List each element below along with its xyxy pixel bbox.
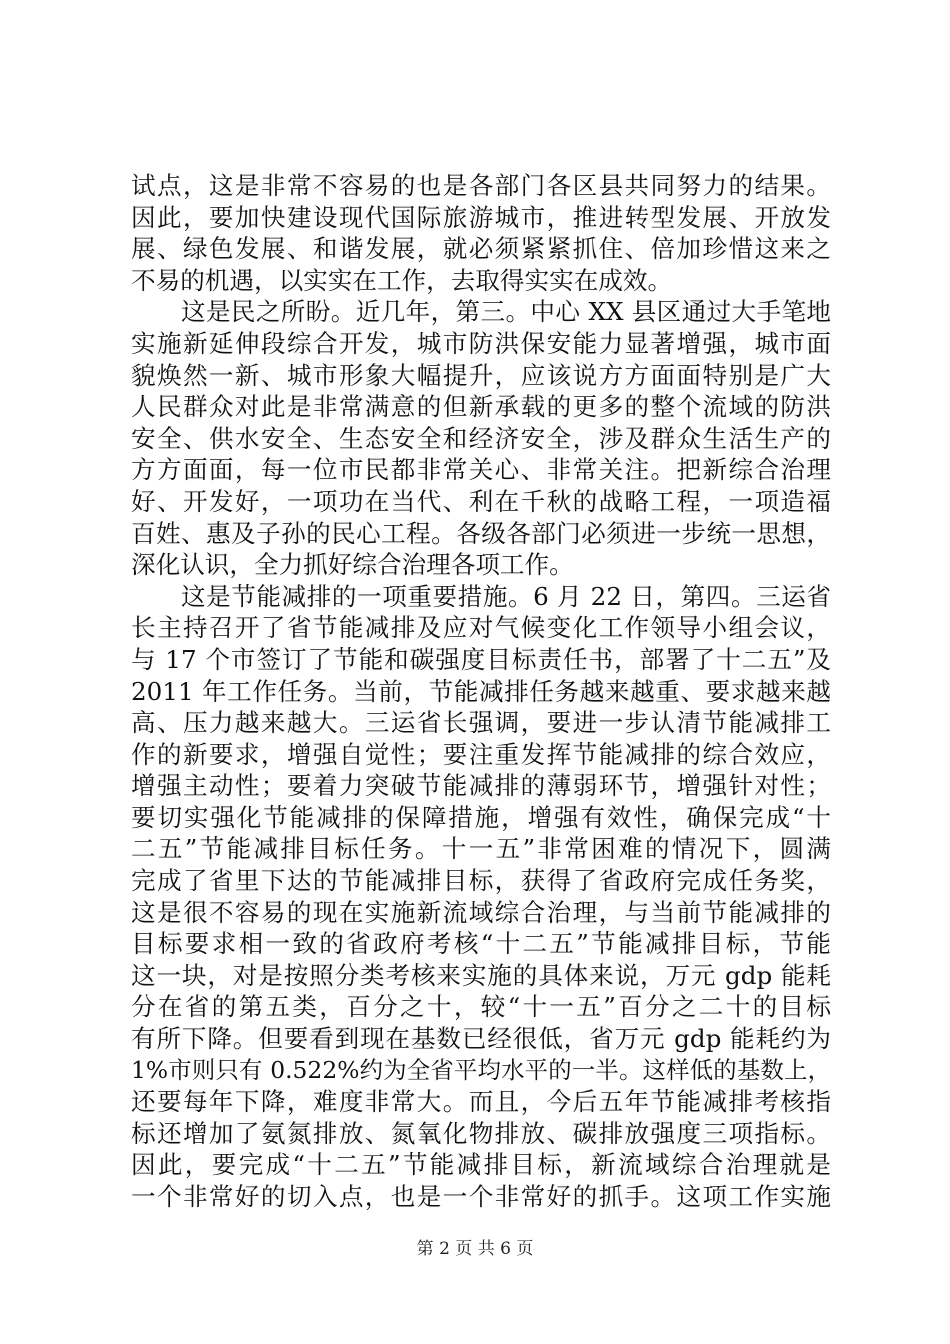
text-line: 因此，要加快建设现代国际旅游城市，推进转型发展、开放发 xyxy=(131,202,831,232)
text-line: 增强主动性；要着力突破节能减排的薄弱环节，增强针对性； xyxy=(131,771,831,801)
text-line: 与 17 个市签订了节能和碳强度目标责任书，部署了十二五”及 xyxy=(131,644,831,674)
text-line: 分在省的第五类，百分之十，较“十一五”百分之二十的目标 xyxy=(131,992,831,1022)
text-line: 高、压力越来越大。三运省长强调，要进一步认清节能减排工 xyxy=(131,708,831,738)
text-line: 长主持召开了省节能减排及应对气候变化工作领导小组会议， xyxy=(131,613,831,643)
text-line: 这是很不容易的现在实施新流域综合治理，与当前节能减排的 xyxy=(131,897,831,927)
text-line: 作的新要求，增强自觉性；要注重发挥节能减排的综合效应， xyxy=(131,739,831,769)
text-line: 要切实强化节能减排的保障措施，增强有效性，确保完成“十 xyxy=(131,802,831,832)
text-line: 好、开发好，一项功在当代、利在千秋的战略工程，一项造福 xyxy=(131,486,831,516)
text-line: 不易的机遇，以实实在工作，去取得实实在成效。 xyxy=(131,265,673,295)
text-line: 二五”节能减排目标任务。十一五”非常困难的情况下，圆满 xyxy=(131,834,831,864)
text-line: 还要每年下降，难度非常大。而且，今后五年节能减排考核指 xyxy=(131,1087,831,1117)
text-line: 方方面面，每一位市民都非常关心、非常关注。把新综合治理 xyxy=(131,455,831,485)
text-line: 貌焕然一新、城市形象大幅提升，应该说方方面面特别是广大 xyxy=(131,360,831,390)
text-line: 目标要求相一致的省政府考核“十二五”节能减排目标，节能 xyxy=(131,929,831,959)
text-line: 展、绿色发展、和谐发展，就必须紧紧抓住、倍加珍惜这来之 xyxy=(131,234,831,264)
page-footer: 第 2 页 共 6 页 xyxy=(416,1239,534,1259)
text-line: 完成了省里下达的节能减排目标，获得了省政府完成任务奖， xyxy=(131,866,831,896)
text-line: 实施新延伸段综合开发，城市防洪保安能力显著增强，城市面 xyxy=(131,328,831,358)
text-line: 一个非常好的切入点，也是一个非常好的抓手。这项工作实施 xyxy=(131,1182,831,1211)
text-line: 深化认识，全力抓好综合治理各项工作。 xyxy=(131,550,574,580)
text-line: 百姓、惠及子孙的民心工程。各级各部门必须进一步统一思想， xyxy=(131,518,831,548)
text-line: 有所下降。但要看到现在基数已经很低，省万元 gdp 能耗约为 xyxy=(131,1024,831,1054)
text-line: 1%市则只有 0.522%约为全省平均水平的一半。这样低的基数上， xyxy=(131,1055,831,1084)
text-line: 人民群众对此是非常满意的但新承载的更多的整个流域的防洪 xyxy=(131,392,831,422)
text-line: 标还增加了氨氮排放、氮氧化物排放、碳排放强度三项指标。 xyxy=(131,1118,831,1148)
text-line: 2011 年工作任务。当前，节能减排任务越来越重、要求越来越 xyxy=(131,676,831,706)
text-line: 这一块，对是按照分类考核来实施的具体来说，万元 gdp 能耗 xyxy=(131,960,831,990)
text-line: 因此，要完成“十二五”节能减排目标，新流域综合治理就是 xyxy=(131,1150,831,1180)
text-line: 这是民之所盼。近几年，第三。中心 XX 县区通过大手笔地 xyxy=(181,297,831,327)
text-line: 这是节能减排的一项重要措施。6 月 22 日，第四。三运省 xyxy=(181,581,831,611)
text-line: 安全、供水安全、生态安全和经济安全，涉及群众生活生产的 xyxy=(131,423,831,453)
text-line: 试点，这是非常不容易的也是各部门各区县共同努力的结果。 xyxy=(131,171,831,200)
body-text xyxy=(131,170,831,1213)
